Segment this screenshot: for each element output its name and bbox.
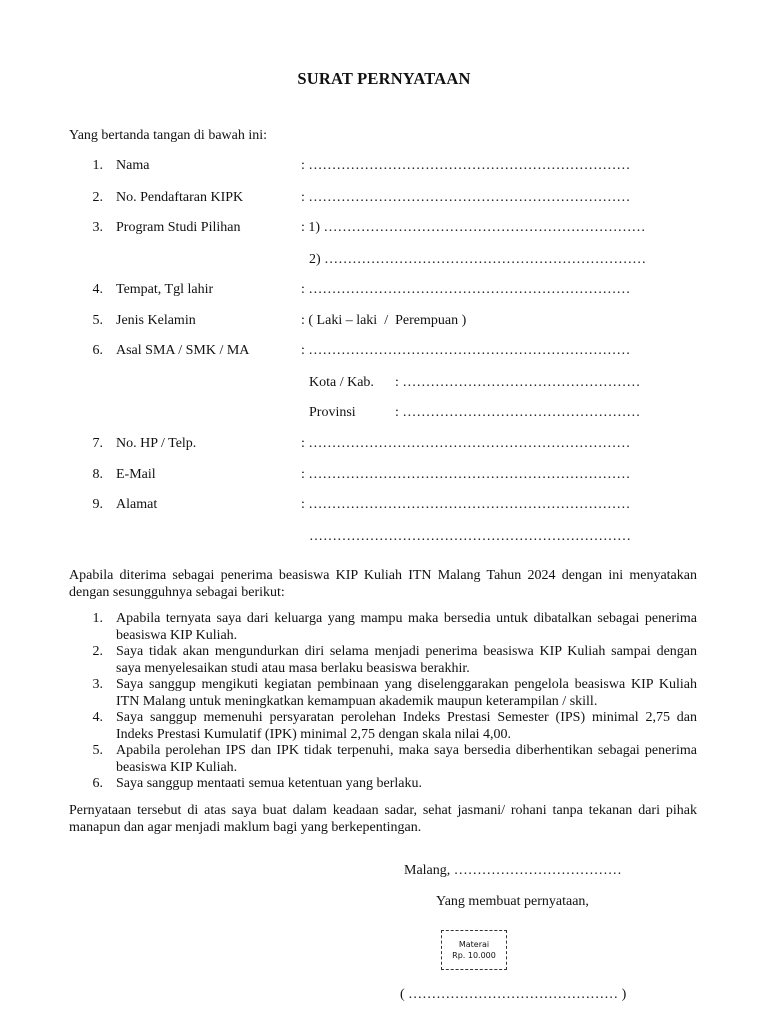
field-label: Program Studi Pilihan <box>116 220 241 235</box>
statement-list <box>69 611 697 793</box>
field-number: 2. <box>92 190 103 205</box>
list-item <box>69 743 697 776</box>
list-item-number: 3. <box>92 677 103 692</box>
closing-paragraph: Pernyataan tersebut di atas saya buat dalam keadaan sadar, sehat jasmani/ rohani tanpa tekanan dari pihak manapun dan agar menjadi maklum bagi yang berkepentingan. <box>69 803 697 835</box>
field-number: 8. <box>92 467 103 482</box>
list-item-text: Saya sanggup mentaati semua ketentuan yang berlaku. <box>116 776 422 791</box>
field-number: 7. <box>92 436 103 451</box>
statement-intro: Apabila diterima sebagai penerima beasiswa KIP Kuliah ITN Malang Tahun 2024 dengan ini menyatakan dengan sesungguhnya sebagai berikut: <box>69 568 697 600</box>
list-item <box>69 677 697 710</box>
field-number: 1. <box>92 158 103 173</box>
field-label: Asal SMA / SMK / MA <box>116 343 250 358</box>
field-label: Tempat, Tgl lahir <box>116 282 214 297</box>
stamp-box <box>441 930 507 970</box>
list-item-number: 4. <box>92 710 103 725</box>
field-blank: : …………………………………………………………… <box>301 467 631 482</box>
maker-label: Yang membuat pernyataan, <box>436 894 589 909</box>
intro-text: Yang bertanda tangan di bawah ini: <box>69 128 268 143</box>
field-label: E-Mail <box>116 467 156 482</box>
stamp-value: Rp. 10.000 <box>452 951 496 960</box>
field-blank: : …………………………………………………………… <box>301 436 631 451</box>
list-item <box>69 776 697 793</box>
field-label: No. HP / Telp. <box>116 436 197 451</box>
field-number: 6. <box>92 343 103 358</box>
field-label: Nama <box>116 158 150 173</box>
place-date-line: Malang, ……………………………… <box>404 863 622 878</box>
field-blank: 2) …………………………………………………………… <box>309 252 647 267</box>
field-blank: : …………………………………………………………… <box>301 158 631 173</box>
list-item <box>69 611 697 644</box>
list-item <box>69 644 697 677</box>
stamp-label: Materai <box>458 940 490 949</box>
list-item-number: 1. <box>92 611 103 626</box>
list-item-text: Apabila ternyata saya dari keluarga yang mampu maka bersedia untuk dibatalkan sebagai penerima beasiswa KIP Kuliah. <box>116 611 697 643</box>
signature-name-line: ( ……………………………………… ) <box>400 987 627 1002</box>
field-label: Jenis Kelamin <box>116 313 196 328</box>
list-item-number: 2. <box>92 644 103 659</box>
field-number: 3. <box>92 220 103 235</box>
list-item <box>69 710 697 743</box>
field-blank: : …………………………………………………………… <box>301 497 631 512</box>
field-blank: : …………………………………………… <box>395 375 641 390</box>
field-label: Kota / Kab. <box>309 375 374 390</box>
field-blank: : …………………………………………………………… <box>301 190 631 205</box>
list-item-number: 6. <box>92 776 103 791</box>
list-item-text: Saya sanggup mengikuti kegiatan pembinaan yang diselenggarakan pengelola beasiswa KIP Kuliah ITN Malang untuk meningkatkan kemampuan akademik maupun keterampilan / skill. <box>116 677 697 709</box>
field-number: 9. <box>92 497 103 512</box>
field-blank: : …………………………………………………………… <box>301 343 631 358</box>
list-item-number: 5. <box>92 743 103 758</box>
field-label: Alamat <box>116 497 158 512</box>
field-label: No. Pendaftaran KIPK <box>116 190 244 205</box>
list-item-text: Apabila perolehan IPS dan IPK tidak terpenuhi, maka saya bersedia diberhentikan sebagai penerima beasiswa KIP Kuliah. <box>116 743 697 775</box>
list-item-text: Saya tidak akan mengundurkan diri selama menjadi penerima beasiswa KIP Kuliah sampai dengan saya menyelesaikan studi atau masa berlaku beasiswa berakhir. <box>116 644 697 676</box>
field-blank: …………………………………………………………… <box>309 529 631 544</box>
gender-options: : ( Laki – laki / Perempuan ) <box>301 313 467 328</box>
field-blank: : 1) …………………………………………………………… <box>301 220 646 235</box>
field-label: Provinsi <box>309 405 356 420</box>
list-item-text: Saya sanggup memenuhi persyaratan perolehan Indeks Prestasi Semester (IPS) minimal 2,75 dan Indeks Prestasi Kumulatif (IPK) minimal 2,75 dengan skala nilai 4,00. <box>116 710 697 742</box>
field-blank: : …………………………………………………………… <box>301 282 631 297</box>
field-blank: : …………………………………………… <box>395 405 641 420</box>
field-number: 4. <box>92 282 103 297</box>
field-number: 5. <box>92 313 103 328</box>
document-title: SURAT PERNYATAAN <box>297 69 471 88</box>
